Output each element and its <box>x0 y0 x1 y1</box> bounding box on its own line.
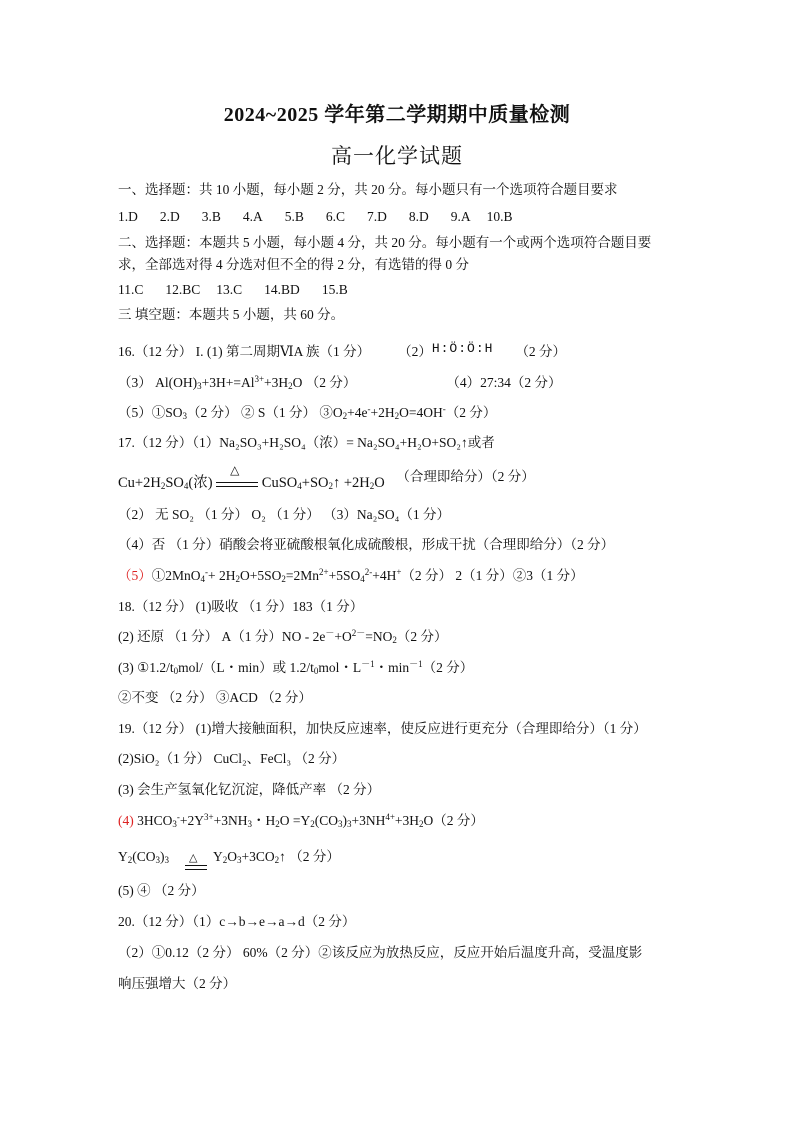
answer-item: 13.C <box>216 282 243 297</box>
q20-line1: 20.（12 分）（1）c→b→e→a→d（2 分） <box>118 914 356 929</box>
answer-item: 3.B <box>201 209 221 224</box>
q19-l5-text: ↑ （2 分） <box>279 849 340 864</box>
q17-part5-label: （5） <box>118 568 152 583</box>
q16-l2-text: +3H <box>264 375 289 390</box>
q19-l4-text: +2Y <box>179 813 205 828</box>
q18-l3-text: (3) ①1.2/t <box>118 660 174 675</box>
answer-item: 12.BC <box>165 282 201 297</box>
q19-line4: (4) $3HCO_3^-+2Y^{3+}+3NH_3$・$H_2O =Y_2(CO_3)_3+3NH^{4+}+3H_2O(2$ 分） <box>118 812 484 829</box>
q18-l2-text: =NO <box>365 629 393 644</box>
q17-l5-text: O+5SO <box>240 568 282 583</box>
answer-item: 8.D <box>408 209 429 224</box>
q17-eq-score: （合理即给分）（2 分） <box>396 469 535 484</box>
q19-l4-text: (CO <box>314 813 338 828</box>
q19-l5-text: Y <box>213 849 223 864</box>
q19-part4-label: (4) <box>118 813 134 828</box>
page-subtitle: 高一化学试题 <box>331 144 463 168</box>
q18-line3: (3) $①1.2/t_0mol/(L$・min）或 $1.2/t_0mol$・$L^{-1}$・$\min^{-1}(2$ 分） <box>118 659 474 676</box>
section2-answers <box>118 281 348 299</box>
q19-l4-text: O（2 分） <box>423 813 484 828</box>
q18-line2: (2) 还原 （1 分） A（1 分）$NO - 2e^-+O^{2-}=NO_2(2$ 分） <box>118 628 448 645</box>
section1-heading: 一、选择题：共 10 小题，每小题 2 分，共 20 分。每小题只有一个选项符合题目要求 <box>118 182 618 197</box>
q19-line5: $Y_2(CO_3)_3$ $Y_2O_3+3CO_2↑$ （2 分） <box>118 849 340 865</box>
q17-line1: 17.（12 分）（1）Na₂SO₃+H₂SO₄（浓）= Na₂SO₄+H₂O+SO₂↑或者 <box>118 435 495 450</box>
q16-l2-text: O （2 分） <box>292 375 357 390</box>
q19-l4-text: ・H <box>251 813 276 828</box>
answer-item: 5.B <box>284 209 304 224</box>
answer-item: 2.D <box>159 209 180 224</box>
q17-l5-text: （2 分） 2（1 分）②3（1 分） <box>401 568 584 583</box>
q19-l4-text: +3NH <box>351 813 386 828</box>
q19-l4-text: O =Y <box>279 813 311 828</box>
q17-l5-text: + 2H <box>208 568 236 583</box>
q16-part1: 16.（12 分） I. (1) 第二周期ⅥA 族（1 分） <box>118 344 371 359</box>
q17-line5: （5）①2MnO$_4$-+ $2H_2O+5SO_2=2Mn^{2+}+5SO_4^{2-}+4H^+(2$ 分） 2（1 分）②3（1 分） <box>118 567 584 584</box>
q17-eq-text: CuSO <box>261 475 298 491</box>
q18-line4: ②不变 （2 分） ③ACD （2 分） <box>118 690 312 705</box>
section2-heading-line1: 二、选择题：本题共 5 小题，每小题 4 分，共 20 分。每小题有一个或两个选项符合题目要 <box>118 235 652 250</box>
q17-eq-text: ↑ +2H <box>332 475 370 491</box>
q19-l5-text: (CO <box>132 849 156 864</box>
answer-item: 4.A <box>242 209 263 224</box>
q19-line3: (3) 会生产氢氧化钇沉淀，降低产率 （2 分） <box>118 782 381 797</box>
q18-l3-text: mol・L <box>318 660 362 675</box>
q17-eq-text: Cu+2H <box>118 475 161 491</box>
section1-answers <box>118 208 513 226</box>
section2-heading-line2: 求，全部选对得 4 分选对但不全的得 2 分，有选错的得 0 分 <box>118 257 469 272</box>
q16-l2-text: （3） Al(OH) <box>118 375 198 390</box>
q16-part4: （4）27:34（2 分） <box>446 375 562 390</box>
q16-l3-text: +4e <box>347 405 368 420</box>
q17-eq-text: O <box>374 475 385 491</box>
q17-eq-text: +SO <box>301 475 329 491</box>
q16-l3-text: （2 分） <box>445 405 497 420</box>
q16-l2-text: +3H+=Al <box>201 375 255 390</box>
q19-line1: 19.（12 分） (1)增大接触面积，加快反应速率，使反应进行更充分（合理即给分）（1 分） <box>118 721 647 736</box>
q17-line2: $Cu+2H_2SO_4$(浓) △ $CuSO_4+SO_2↑ +2H_2O$ （合理即给分）（2 分） <box>118 462 535 491</box>
q16-l3-text: （2 分） ② S（1 分） ③O <box>187 405 343 420</box>
q18-line1: 18.（12 分） (1)吸收 （1 分）183（1 分） <box>118 599 364 614</box>
q17-l5-text: ①2MnO <box>151 568 201 583</box>
q17-eq-text: SO <box>165 475 184 491</box>
q19-l5-text: O <box>227 849 237 864</box>
triangle-icon: △ <box>230 462 240 477</box>
q20-line3: 响压强增大（2 分） <box>118 976 237 991</box>
page-title: 2024~2025 学年第二学期期中质量检测 <box>223 104 571 126</box>
q19-l5-text: ) <box>160 849 165 864</box>
q18-l2-text: （2 分） <box>396 629 448 644</box>
q19-l5-text: +3CO <box>241 849 275 864</box>
q18-l3-text: mol/（L・min）或 1.2/t <box>178 660 314 675</box>
h2o2-lewis-structure: H:Ö:Ö:H <box>431 341 494 356</box>
answer-item: 11.C <box>118 282 144 297</box>
q16-part2-score: （2 分） <box>515 344 567 359</box>
q16-l3-text: O=4OH <box>399 405 443 420</box>
triangle-icon: △ <box>189 852 198 864</box>
q19-l4-text: +3NH <box>213 813 248 828</box>
q16-l3-text: （5）①SO <box>118 405 183 420</box>
answer-item: 14.BD <box>264 282 300 297</box>
q19-l4-text: +3H <box>394 813 420 828</box>
answer-item: 1.D <box>118 209 138 224</box>
q17-line3: （2） 无 SO₂ （1 分） O₂ （1 分） （3）Na₂SO₄（1 分） <box>118 507 450 522</box>
heating-condition-icon <box>216 462 258 493</box>
q19-line6: (5) ④ （2 分） <box>118 883 205 898</box>
q16-line1 <box>118 343 566 362</box>
q20-line2: （2）①0.12（2 分） 60%（2 分）②该反应为放热反应，反应开始后温度升高，受温度影 <box>118 945 643 960</box>
q19-l4-text: ) <box>342 813 347 828</box>
answer-item: 10.B <box>486 209 513 224</box>
q18-l2-text: (2) 还原 （1 分） A（1 分）NO - 2e <box>118 629 326 644</box>
q16-line2: （3） $Al(OH)_3+3H+=Al^{3+}+3H_2O$ （2 分） （4）27:34（2 分） <box>118 374 562 391</box>
q17-eq-text: (浓) <box>188 475 213 491</box>
answer-item: 6.C <box>325 209 346 224</box>
q16-l3-text: +2H <box>370 405 395 420</box>
q18-l2-text: +O <box>334 629 352 644</box>
q16-part2-label: （2） <box>398 344 432 359</box>
q18-l3-text: （2 分） <box>422 660 474 675</box>
q17-l5-text: =2Mn <box>285 568 320 583</box>
section3-heading: 三 填空题：本题共 5 小题，共 60 分。 <box>118 307 345 322</box>
q19-l5-text: Y <box>118 849 128 864</box>
q19-l4-text: 3HCO <box>133 813 173 828</box>
q16-line3: $(5)①SO_3(2$ 分） ② S（1 分） $③O_2+4e^-+2H_2O=4OH^-(2$ 分） <box>118 404 497 421</box>
heating-condition-icon <box>185 851 207 871</box>
q17-l5-text: +5SO <box>328 568 361 583</box>
q19-line2: (2)SiO₂（1 分） CuCl₂、FeCl₃ （2 分） <box>118 751 346 766</box>
q18-l3-text: ・min <box>374 660 410 675</box>
answer-item: 15.B <box>321 282 348 297</box>
q17-line4: （4）否 （1 分）硝酸会将亚硫酸根氧化成硫酸根，形成干扰（合理即给分）（2 分） <box>118 537 615 552</box>
answer-item: 7.D <box>367 209 387 224</box>
answer-item: 9.A <box>450 209 471 224</box>
q17-l5-text: +4H <box>372 568 397 583</box>
